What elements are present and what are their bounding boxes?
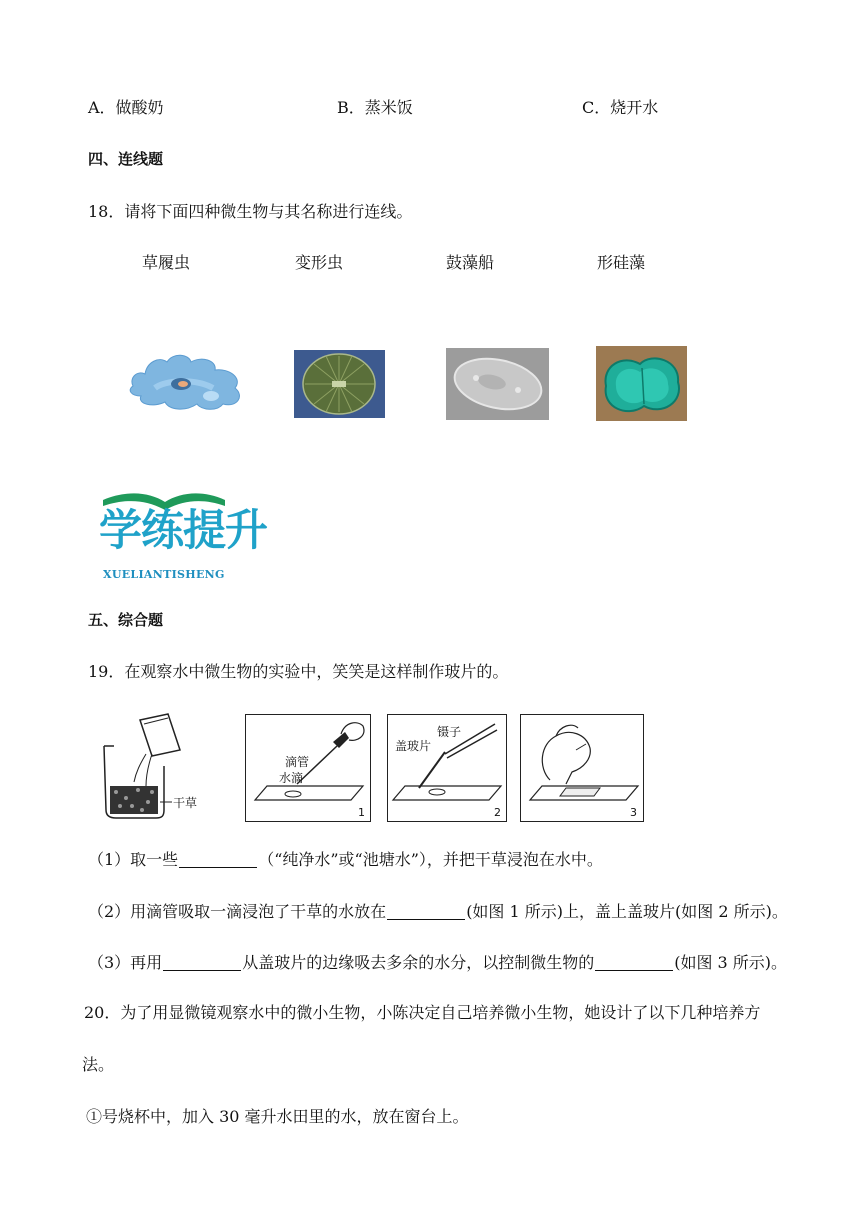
q19-part3: （3）再用 从盖玻片的边缘吸去多余的水分，以控制微生物的 (如图 3 所示)。 [88, 953, 788, 972]
step3-figure [520, 714, 644, 822]
beaker-figure [96, 710, 216, 822]
desmid-image [596, 346, 687, 421]
q19-stem: 19．在观察水中微生物的实验中，笑笑是这样制作玻片的。 [88, 662, 509, 681]
q20-stem-line1: 20．为了用显微镜观察水中的微小生物，小陈决定自己培养微小生物，她设计了以下几种培养方 [84, 1003, 761, 1022]
q19-part1: （1）取一些 （“纯净水”或“池塘水”），并把干草浸泡在水中。 [88, 850, 603, 869]
diatom-image [294, 350, 385, 418]
name-1: 草履虫 [142, 253, 191, 272]
amoeba-image [125, 348, 247, 414]
q19-part2: （2）用滴管吸取一滴浸泡了干草的水放在 (如图 1 所示)上，盖上盖玻片(如图 2 所示)。 [88, 902, 788, 921]
step1-number: 1 [358, 806, 365, 819]
name-4: 形硅藻 [597, 253, 646, 272]
hay-label: 干草 [173, 796, 198, 810]
option-a: A．做酸奶 [88, 98, 164, 117]
logo-text: 学练提升 [99, 506, 267, 556]
q20-stem-line2: 法。 [82, 1055, 115, 1074]
tweezers-label: 镊子 [437, 725, 462, 739]
answer-blank-2[interactable] [387, 903, 465, 920]
dropper-label: 滴管 [285, 755, 310, 769]
section-4-title: 四、连线题 [88, 150, 164, 168]
step1-figure [245, 714, 371, 822]
answer-blank-4[interactable] [595, 954, 673, 971]
option-b: B．蒸米饭 [337, 98, 413, 117]
q20-item1: ①号烧杯中，加入 30 毫升水田里的水，放在窗台上。 [86, 1107, 469, 1126]
step3-number: 3 [630, 806, 637, 819]
paramecium-image [446, 348, 549, 420]
q18-stem: 18．请将下面四种微生物与其名称进行连线。 [88, 202, 413, 221]
section-5-title: 五、综合题 [88, 611, 164, 629]
answer-blank-3[interactable] [163, 954, 241, 971]
logo-subtext: XUELIANTISHENG [103, 568, 225, 581]
cover-slip-label: 盖玻片 [395, 739, 432, 753]
step2-number: 2 [494, 806, 501, 819]
name-2: 变形虫 [295, 253, 344, 272]
drop-label: 水滴 [279, 771, 304, 785]
answer-blank-1[interactable] [179, 851, 257, 868]
name-3: 鼓藻船 [446, 253, 495, 272]
xuelian-logo [97, 488, 297, 583]
option-c: C．烧开水 [582, 98, 659, 117]
step2-figure [387, 714, 507, 822]
